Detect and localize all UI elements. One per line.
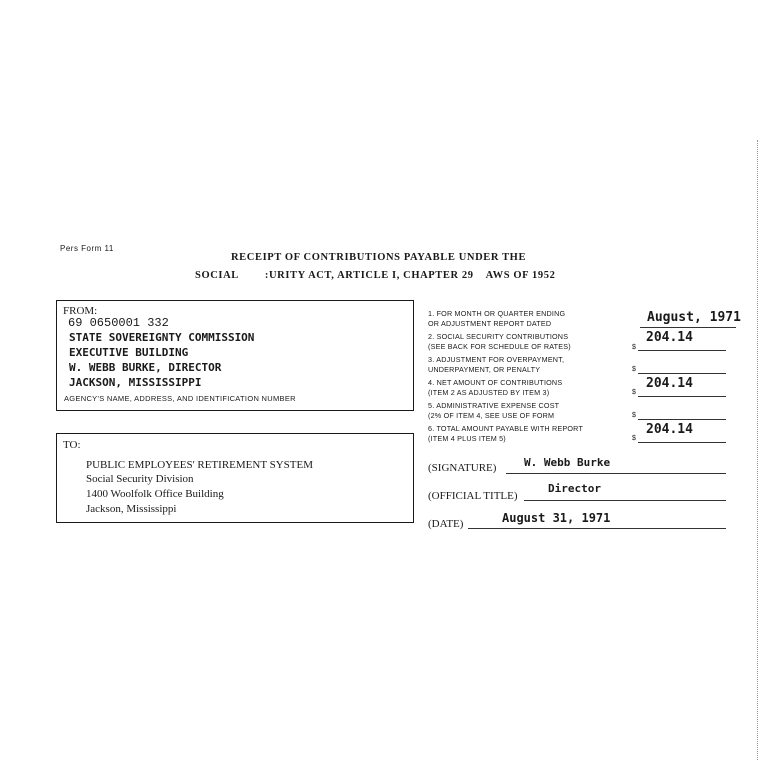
item-2-label: 2. SOCIAL SECURITY CONTRIBUTIONS (SEE BACK FOR SCHEDULE OF RATES)	[428, 332, 571, 351]
agency-address-line3: JACKSON, MISSISSIPPI	[69, 376, 202, 389]
agency-caption: AGENCY'S NAME, ADDRESS, AND IDENTIFICATION NUMBER	[64, 394, 296, 403]
item-6-label: 6. TOTAL AMOUNT PAYABLE WITH REPORT (ITEM 4 PLUS ITEM 5)	[428, 424, 584, 443]
date-value: August 31, 1971	[502, 511, 611, 525]
item-3-label: 3. ADJUSTMENT FOR OVERPAYMENT, UNDERPAYMENT, OR PENALTY	[428, 355, 565, 374]
signature-value: W. Webb Burke	[524, 456, 611, 469]
form-title-line2-part-c: AWS OF 1952	[485, 270, 556, 281]
agency-address-line1: EXECUTIVE BUILDING	[69, 346, 189, 359]
item-4-value: 204.14	[646, 376, 693, 391]
recipient-line1: PUBLIC EMPLOYEES' RETIREMENT SYSTEM	[86, 459, 313, 471]
form-id: Pers Form 11	[60, 244, 114, 253]
recipient-line3: 1400 Woolfolk Office Building	[86, 488, 224, 500]
perforation-line	[757, 140, 758, 760]
item-1-label: 1. FOR MONTH OR QUARTER ENDING OR ADJUSTMENT REPORT DATED	[428, 309, 566, 328]
item-5-label: 5. ADMINISTRATIVE EXPENSE COST (2% OF ITEM 4, SEE USE OF FORM	[428, 401, 560, 420]
agency-id-number: 69 0650001 332	[68, 316, 169, 330]
recipient-line4: Jackson, Mississippi	[86, 503, 177, 515]
agency-name: STATE SOVEREIGNTY COMMISSION	[69, 331, 255, 344]
item-4-label: 4. NET AMOUNT OF CONTRIBUTIONS (ITEM 2 AS ADJUSTED BY ITEM 3)	[428, 378, 563, 397]
date-label: (DATE)	[428, 518, 464, 530]
recipient-line2: Social Security Division	[86, 473, 194, 485]
item-4-dollar: $	[632, 389, 636, 396]
from-label: FROM:	[63, 305, 98, 317]
form-title-line2-part-a: SOCIAL	[195, 270, 239, 281]
agency-address-line2: W. WEBB BURKE, DIRECTOR	[69, 361, 222, 374]
official-title-label: (OFFICIAL TITLE)	[428, 490, 518, 502]
to-label: TO:	[63, 439, 81, 451]
item-2-dollar: $	[632, 344, 636, 351]
item-2-value: 204.14	[646, 330, 693, 345]
item-3-dollar: $	[632, 366, 636, 373]
item-6-value: 204.14	[646, 422, 693, 437]
form-title-line2-part-b: :URITY ACT, ARTICLE I, CHAPTER 29	[264, 270, 474, 281]
official-title-value: Director	[548, 482, 601, 495]
form-title-line1: RECEIPT OF CONTRIBUTIONS PAYABLE UNDER THE	[231, 252, 527, 263]
signature-label: (SIGNATURE)	[428, 462, 497, 474]
item-5-dollar: $	[632, 412, 636, 419]
item-1-value: August, 1971	[647, 310, 741, 325]
form-title-line2	[195, 270, 555, 281]
item-6-dollar: $	[632, 435, 636, 442]
